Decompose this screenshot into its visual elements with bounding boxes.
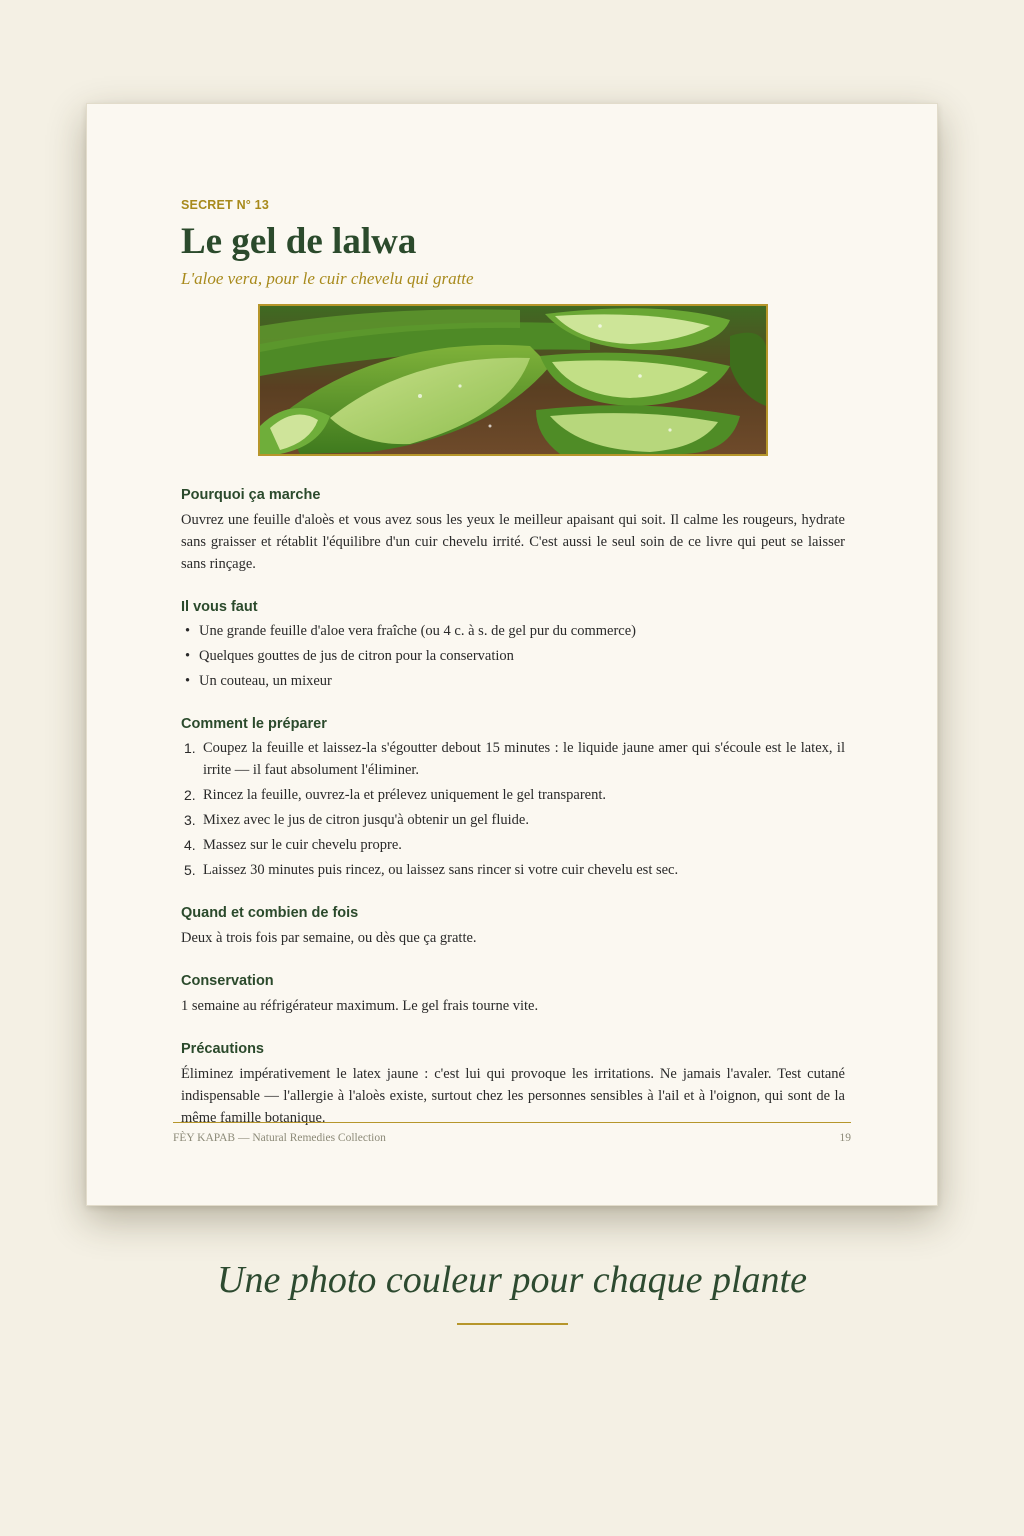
section-ingredients <box>181 597 845 692</box>
section-storage <box>181 971 845 1017</box>
secret-number: SECRET N° 13 <box>181 198 269 212</box>
section-heading: Pourquoi ça marche <box>181 486 321 503</box>
section-text: 1 semaine au réfrigérateur maximum. Le gel frais tourne vite. <box>181 997 539 1014</box>
book-page <box>86 103 938 1206</box>
section-heading: Comment le préparer <box>181 715 327 732</box>
section-text: Ouvrez une feuille d'aloès et vous avez sous les yeux le meilleur apaisant qui soit. Il calme les rougeurs, hydrate sans graisser et rétablit l'équilibre d'un cuir chevelu irrité. C'est aussi le seul soin de ce livre qui peut se laisser sans rinçage. <box>181 511 845 572</box>
step-item: 4. Massez sur le cuir chevelu propre. <box>184 836 402 853</box>
page-number: 19 <box>839 1132 851 1144</box>
caption-divider <box>457 1323 568 1325</box>
section-precautions <box>181 1039 845 1129</box>
section-heading: Conservation <box>181 972 274 989</box>
footer-divider <box>173 1122 851 1123</box>
promo-caption: Une photo couleur pour chaque plante <box>217 1259 807 1301</box>
page-title: Le gel de lalwa <box>181 221 417 262</box>
step-item: 5. Laissez 30 minutes puis rincez, ou laissez sans rincer si votre cuir chevelu est sec. <box>184 861 679 878</box>
section-preparation <box>181 714 845 881</box>
footer-collection: FÈY KAPAB — Natural Remedies Collection <box>173 1132 386 1144</box>
step-item: 1. Coupez la feuille et laissez-la s'égoutter debout 15 minutes : le liquide jaune amer qui s'écoule est le latex, il irrite — il faut absolument l'éliminer. <box>184 739 845 778</box>
step-list <box>181 737 845 881</box>
aloe-vera-photo <box>258 304 768 456</box>
step-item: 3. Mixez avec le jus de citron jusqu'à obtenir un gel fluide. <box>184 811 529 828</box>
page-subtitle: L'aloe vera, pour le cuir chevelu qui gratte <box>181 268 474 288</box>
bullet-icon: • <box>185 672 191 689</box>
section-heading: Précautions <box>181 1040 264 1057</box>
list-item: • Une grande feuille d'aloe vera fraîche (ou 4 c. à s. de gel pur du commerce) <box>181 620 845 642</box>
section-why <box>181 485 845 575</box>
section-text: Éliminez impérativement le latex jaune : c'est lui qui provoque les irritations. Ne jamais l'avaler. Test cutané indispensable — l'allergie à l'aloès existe, surtout chez les personnes sensibles à l'ail et à l'oignon, qui sont de la même famille botanique. <box>181 1065 845 1126</box>
section-text: Deux à trois fois par semaine, ou dès que ça gratte. <box>181 929 477 946</box>
page-content <box>181 198 845 1129</box>
step-item: 2. Rincez la feuille, ouvrez-la et prélevez uniquement le gel transparent. <box>184 786 606 803</box>
bullet-icon: • <box>185 622 191 639</box>
bullet-icon: • <box>185 647 191 664</box>
list-item: • Un couteau, un mixeur <box>181 670 845 692</box>
list-item: • Quelques gouttes de jus de citron pour la conservation <box>181 645 845 667</box>
ingredient-list <box>181 620 845 692</box>
section-heading: Quand et combien de fois <box>181 904 359 921</box>
section-frequency <box>181 903 845 949</box>
section-heading: Il vous faut <box>181 598 258 615</box>
